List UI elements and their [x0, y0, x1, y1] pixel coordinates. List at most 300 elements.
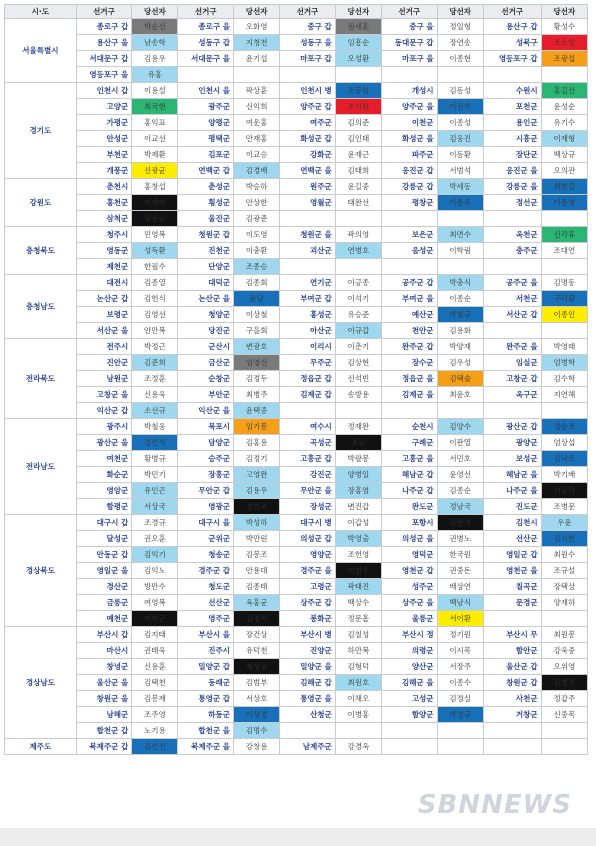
district-cell: 강화군	[280, 147, 336, 163]
district-cell: 정읍군 갑	[280, 371, 336, 387]
district-cell: 통영군 갑	[178, 691, 234, 707]
district-cell: 밀양군 을	[280, 659, 336, 675]
winner-cell: 신용훈	[132, 659, 178, 675]
winner-cell: 이종영	[541, 195, 587, 211]
district-cell: 부산시 무	[483, 627, 541, 643]
district-cell: 무안군 갑	[178, 483, 234, 499]
winner-cell	[437, 739, 483, 755]
district-cell	[483, 739, 541, 755]
district-cell: 가평군	[76, 115, 132, 131]
winner-cell: 정순조	[541, 419, 587, 435]
table-row	[5, 419, 588, 435]
winner-cell: 백남식	[437, 595, 483, 611]
winner-cell: 권병노	[437, 531, 483, 547]
district-cell: 남제주군	[280, 739, 336, 755]
winner-cell: 양재하	[541, 595, 587, 611]
winner-cell: 정남국	[437, 499, 483, 515]
table-row	[5, 355, 588, 371]
district-cell: 경주군 을	[280, 563, 336, 579]
header-district: 선거구	[280, 5, 336, 19]
winner-cell: 조주영	[132, 707, 178, 723]
district-cell	[382, 211, 438, 227]
winner-cell: 윤기섭	[234, 51, 280, 67]
winner-cell: 박정규	[437, 707, 483, 723]
district-cell: 구례군	[382, 435, 438, 451]
winner-cell	[541, 739, 587, 755]
district-cell: 영천군 갑	[382, 563, 438, 579]
winner-cell: 정갑주	[541, 691, 587, 707]
table-row	[5, 19, 588, 35]
district-cell: 청원군 을	[280, 227, 336, 243]
winner-cell: 김영선	[132, 307, 178, 323]
table-row	[5, 739, 588, 755]
district-cell: 단양군	[178, 259, 234, 275]
winner-cell: 임영신	[234, 355, 280, 371]
district-cell: 밀양군 갑	[178, 659, 234, 675]
district-cell: 서대문구 갑	[76, 51, 132, 67]
district-cell: 진도군	[483, 499, 541, 515]
district-cell: 무안군 을	[280, 483, 336, 499]
winner-cell: 민영복	[132, 227, 178, 243]
winner-cell: 정문흠	[335, 611, 381, 627]
winner-cell: 윤담	[234, 291, 280, 307]
winner-cell: 김범부	[234, 675, 280, 691]
district-cell: 익산군 갑	[76, 403, 132, 419]
district-cell: 양주군 갑	[280, 99, 336, 115]
winner-cell: 백상규	[541, 147, 587, 163]
winner-cell: 조종승	[234, 259, 280, 275]
winner-cell: 조규설	[541, 563, 587, 579]
district-cell: 성동구 을	[280, 35, 336, 51]
district-cell	[483, 723, 541, 739]
district-cell: 포항시	[382, 515, 438, 531]
winner-cell: 조병문	[541, 499, 587, 515]
watermark-logo: SBNNEWS	[417, 790, 572, 820]
table-row	[5, 515, 588, 531]
winner-cell: 여운홍	[234, 115, 280, 131]
winner-cell: 서범석	[437, 163, 483, 179]
winner-cell: 이종인	[541, 307, 587, 323]
winner-cell: 소선규	[132, 403, 178, 419]
district-cell: 울산군 갑	[483, 659, 541, 675]
winner-cell	[437, 259, 483, 275]
footer-band	[0, 828, 596, 846]
winner-cell: 김명수	[234, 723, 280, 739]
winner-cell: 이도영	[234, 227, 280, 243]
winner-cell	[437, 723, 483, 739]
table-row	[5, 291, 588, 307]
district-cell: 충주군	[483, 243, 541, 259]
winner-cell	[335, 67, 381, 83]
district-cell: 이리시	[280, 339, 336, 355]
winner-cell: 박순선	[132, 19, 178, 35]
district-cell: 영일군 갑	[483, 547, 541, 563]
winner-cell: 장홍염	[335, 483, 381, 499]
winner-cell: 남송학	[132, 35, 178, 51]
winner-cell	[437, 403, 483, 419]
district-cell: 영천군 을	[483, 563, 541, 579]
winner-cell: 박영래	[541, 339, 587, 355]
winner-cell: 이석기	[335, 291, 381, 307]
district-cell: 의성군 을	[382, 531, 438, 547]
winner-cell: 조소앙	[541, 35, 587, 51]
district-cell: 여수시	[280, 419, 336, 435]
winner-cell	[335, 403, 381, 419]
district-cell: 담양군	[178, 435, 234, 451]
district-cell: 군산시	[178, 339, 234, 355]
district-cell: 화성군 을	[382, 131, 438, 147]
header-district: 선거구	[178, 5, 234, 19]
district-cell: 마포구 을	[382, 51, 438, 67]
winner-cell: 유승준	[335, 307, 381, 323]
header-province: 시·도	[5, 5, 77, 19]
district-cell: 인천시 을	[178, 83, 234, 99]
district-cell: 창원군 을	[76, 691, 132, 707]
district-cell: 부천군	[76, 147, 132, 163]
district-cell: 무주군	[280, 355, 336, 371]
winner-cell: 송방용	[335, 387, 381, 403]
table-row	[5, 259, 588, 275]
district-cell: 보성군	[483, 451, 541, 467]
district-cell: 평창군	[382, 195, 438, 211]
winner-cell	[335, 211, 381, 227]
winner-cell: 박팔봉	[335, 451, 381, 467]
district-cell	[483, 259, 541, 275]
district-cell: 봉화군	[280, 611, 336, 627]
winner-cell: 조순	[335, 435, 381, 451]
winner-cell: 박정근	[132, 339, 178, 355]
winner-cell: 박영출	[335, 531, 381, 547]
table-row	[5, 563, 588, 579]
district-cell: 제천군	[76, 259, 132, 275]
district-cell: 연백군 을	[280, 163, 336, 179]
winner-cell: 이병홍	[335, 707, 381, 723]
winner-cell: 조봉암	[335, 83, 381, 99]
winner-cell: 김광준	[234, 211, 280, 227]
district-cell: 음성군	[382, 243, 438, 259]
winner-cell: 김경배	[234, 163, 280, 179]
winner-cell: 안상한	[234, 195, 280, 211]
winner-cell: 이동환	[437, 147, 483, 163]
district-cell: 부산시 갑	[76, 627, 132, 643]
district-cell: 안성군	[76, 131, 132, 147]
district-cell: 북제주군 갑	[76, 739, 132, 755]
district-cell: 북제주군 을	[178, 739, 234, 755]
table-row	[5, 435, 588, 451]
province-label: 전라남도	[5, 419, 77, 515]
winner-cell: 이춘기	[335, 339, 381, 355]
district-cell: 대덕군	[178, 275, 234, 291]
district-cell: 산청군	[280, 707, 336, 723]
district-cell: 용인군	[483, 115, 541, 131]
header-district: 선거구	[76, 5, 132, 19]
winner-cell: 김준희	[132, 355, 178, 371]
winner-cell: 구덕환	[541, 291, 587, 307]
province-label: 제주도	[5, 739, 77, 755]
table-row	[5, 611, 588, 627]
district-cell: 화순군	[76, 467, 132, 483]
district-cell: 강진군	[280, 467, 336, 483]
district-cell: 인천시 병	[280, 83, 336, 99]
winner-cell: 김종태	[234, 579, 280, 595]
table-row	[5, 579, 588, 595]
winner-cell: 조대연	[541, 243, 587, 259]
winner-cell: 권오훈	[132, 531, 178, 547]
district-cell: 연백군 갑	[178, 163, 234, 179]
district-cell: 홍천군	[76, 195, 132, 211]
winner-cell: 김택천	[132, 675, 178, 691]
district-cell: 함양군	[382, 707, 438, 723]
district-cell: 예천군	[76, 611, 132, 627]
winner-cell: 박충식	[437, 275, 483, 291]
district-cell: 부여군 을	[382, 291, 438, 307]
table-row	[5, 387, 588, 403]
district-cell	[483, 403, 541, 419]
winner-cell: 서상덕	[541, 483, 587, 499]
district-cell: 삼척군	[76, 211, 132, 227]
table-row	[5, 499, 588, 515]
winner-cell: 임흥순	[335, 35, 381, 51]
district-cell: 완주군 을	[483, 339, 541, 355]
winner-cell: 강창용	[234, 739, 280, 755]
district-cell: 서천군	[483, 291, 541, 307]
district-cell: 아산군	[280, 323, 336, 339]
district-cell: 부여군 갑	[280, 291, 336, 307]
district-cell: 여천군	[76, 451, 132, 467]
province-label: 경기도	[5, 83, 77, 179]
district-cell: 거창군	[483, 707, 541, 723]
province-label: 충청북도	[5, 227, 77, 275]
winner-cell: 변광호	[234, 339, 280, 355]
winner-cell: 장건상	[234, 627, 280, 643]
district-cell: 상주군 갑	[280, 595, 336, 611]
winner-cell: 홍길선	[541, 83, 587, 99]
district-cell: 함평군	[76, 499, 132, 515]
district-cell: 연기군	[280, 275, 336, 291]
district-cell: 고창군 갑	[483, 371, 541, 387]
winner-cell: 하만복	[335, 643, 381, 659]
winner-cell	[541, 259, 587, 275]
winner-cell: 이채오	[335, 691, 381, 707]
province-label: 경상남도	[5, 627, 77, 739]
district-cell: 김해군 갑	[280, 675, 336, 691]
district-cell: 포천군	[483, 99, 541, 115]
winner-cell: 장연송	[437, 35, 483, 51]
district-cell: 고령군	[280, 579, 336, 595]
district-cell: 개성시	[382, 83, 438, 99]
winner-cell: 성득환	[132, 243, 178, 259]
winner-cell: 윤성순	[541, 99, 587, 115]
winner-cell: 김종순	[437, 483, 483, 499]
district-cell: 종로구 을	[178, 19, 234, 35]
winner-cell: 최윤호	[437, 387, 483, 403]
district-cell: 선산군	[483, 531, 541, 547]
winner-cell	[437, 67, 483, 83]
district-cell: 진천군	[178, 243, 234, 259]
table-row	[5, 371, 588, 387]
district-cell: 고창군 을	[76, 387, 132, 403]
district-cell: 성동구 갑	[178, 35, 234, 51]
district-cell: 전주시	[76, 339, 132, 355]
district-cell: 대전시	[76, 275, 132, 291]
district-cell: 파주군	[382, 147, 438, 163]
winner-cell: 구을회	[234, 323, 280, 339]
winner-cell: 우윤	[541, 515, 587, 531]
winner-cell: 최헌길	[541, 179, 587, 195]
winner-cell: 황성수	[541, 19, 587, 35]
table-row	[5, 35, 588, 51]
table-row	[5, 227, 588, 243]
district-cell: 고흥군 갑	[280, 451, 336, 467]
district-cell: 진주시	[178, 643, 234, 659]
district-cell: 광주군	[178, 99, 234, 115]
table-row	[5, 659, 588, 675]
winner-cell: 김종회	[234, 275, 280, 291]
table-row	[5, 483, 588, 499]
winner-cell	[335, 723, 381, 739]
winner-cell: 태완선	[335, 195, 381, 211]
winner-cell: 여영복	[132, 595, 178, 611]
district-cell: 청도군	[178, 579, 234, 595]
winner-cell: 김봉재	[132, 691, 178, 707]
table-row	[5, 307, 588, 323]
district-cell: 동래군	[178, 675, 234, 691]
district-cell: 금산군	[178, 355, 234, 371]
winner-cell: 지연해	[541, 387, 587, 403]
district-cell: 울릉군	[382, 611, 438, 627]
table-row	[5, 243, 588, 259]
district-cell: 성북구	[483, 35, 541, 51]
winner-cell: 조경규	[132, 515, 178, 531]
district-cell	[280, 259, 336, 275]
district-cell: 강릉군 을	[483, 179, 541, 195]
table-row	[5, 51, 588, 67]
district-cell: 부산시 정	[382, 627, 438, 643]
winner-cell	[541, 403, 587, 419]
winner-cell: 서민호	[437, 451, 483, 467]
district-cell: 영덕군	[382, 547, 438, 563]
district-cell: 평택군	[178, 131, 234, 147]
winner-cell	[541, 211, 587, 227]
winner-cell: 김홍용	[234, 435, 280, 451]
winner-cell: 이시목	[437, 643, 483, 659]
winner-cell: 김인선	[132, 739, 178, 755]
winner-cell	[234, 67, 280, 83]
district-cell: 강릉군 갑	[382, 179, 438, 195]
winner-cell: 김낙오	[541, 451, 587, 467]
district-cell: 완주군 갑	[382, 339, 438, 355]
table-row	[5, 451, 588, 467]
district-cell: 장수군	[382, 355, 438, 371]
district-cell: 논산군 을	[178, 291, 234, 307]
district-cell: 원주군	[280, 179, 336, 195]
winner-cell: 박제환	[132, 147, 178, 163]
table-row	[5, 691, 588, 707]
table-row	[5, 131, 588, 147]
district-cell: 남해군	[76, 707, 132, 723]
district-cell: 공주군 갑	[382, 275, 438, 291]
winner-cell: 곽상훈	[234, 83, 280, 99]
winner-cell: 박민기	[132, 467, 178, 483]
winner-cell: 김정기	[234, 451, 280, 467]
district-cell: 옥구군	[483, 387, 541, 403]
district-cell: 문경군	[483, 595, 541, 611]
winner-cell: 김동성	[437, 83, 483, 99]
district-cell: 영월군	[280, 195, 336, 211]
district-cell: 순창군	[178, 371, 234, 387]
district-cell: 용산구 갑	[483, 19, 541, 35]
winner-cell: 조광섭	[541, 51, 587, 67]
winner-cell: 이판열	[437, 435, 483, 451]
winner-cell: 정헌조	[234, 499, 280, 515]
province-label: 전라북도	[5, 339, 77, 419]
table-row	[5, 595, 588, 611]
results-body	[5, 19, 588, 755]
header-winner: 당선자	[335, 5, 381, 19]
district-cell: 금릉군	[76, 595, 132, 611]
winner-cell: 이재형	[541, 131, 587, 147]
winner-cell: 김용화	[437, 323, 483, 339]
district-cell: 영동군	[76, 243, 132, 259]
district-cell: 칠곡군	[483, 579, 541, 595]
district-cell: 영일군 을	[76, 563, 132, 579]
district-cell: 서산군 갑	[483, 307, 541, 323]
winner-cell: 김익기	[132, 547, 178, 563]
district-cell: 임실군	[483, 355, 541, 371]
district-cell: 나주군 갑	[382, 483, 438, 499]
winner-cell: 김의준	[335, 115, 381, 131]
winner-cell: 이교선	[132, 131, 178, 147]
district-cell: 고성군	[382, 691, 438, 707]
district-cell: 양주군 을	[382, 99, 438, 115]
winner-cell	[437, 211, 483, 227]
district-cell: 목포시	[178, 419, 234, 435]
district-cell: 청송군	[178, 547, 234, 563]
winner-cell: 이용설	[132, 83, 178, 99]
winner-cell: 박양재	[437, 339, 483, 355]
district-cell: 창녕군	[76, 659, 132, 675]
district-cell: 예산군	[382, 307, 438, 323]
district-cell: 양평군	[178, 115, 234, 131]
district-cell: 영주군	[178, 611, 234, 627]
district-cell: 화성군 갑	[280, 131, 336, 147]
winner-cell: 김형덕	[335, 659, 381, 675]
district-cell: 진양군	[280, 643, 336, 659]
district-cell: 보령군	[76, 307, 132, 323]
district-cell: 종로구 갑	[76, 19, 132, 35]
winner-cell: 서상국	[132, 499, 178, 515]
district-cell: 광산군 갑	[483, 419, 541, 435]
winner-cell: 한필수	[132, 259, 178, 275]
district-cell: 성주군	[382, 579, 438, 595]
district-cell: 영암군	[76, 483, 132, 499]
winner-cell: 이규갑	[335, 323, 381, 339]
winner-cell: 엄병학	[541, 355, 587, 371]
district-cell: 천안군	[382, 323, 438, 339]
table-row	[5, 675, 588, 691]
winner-cell: 김봉조	[234, 547, 280, 563]
winner-cell: 이진수	[437, 99, 483, 115]
district-cell: 하동군	[178, 707, 234, 723]
district-cell: 통영군 을	[280, 691, 336, 707]
table-row	[5, 323, 588, 339]
winner-cell: 이충환	[234, 243, 280, 259]
district-cell: 울산군 을	[76, 675, 132, 691]
winner-cell: 김용우	[234, 483, 280, 499]
district-cell	[178, 67, 234, 83]
table-row	[5, 403, 588, 419]
winner-cell: 이종수	[437, 675, 483, 691]
